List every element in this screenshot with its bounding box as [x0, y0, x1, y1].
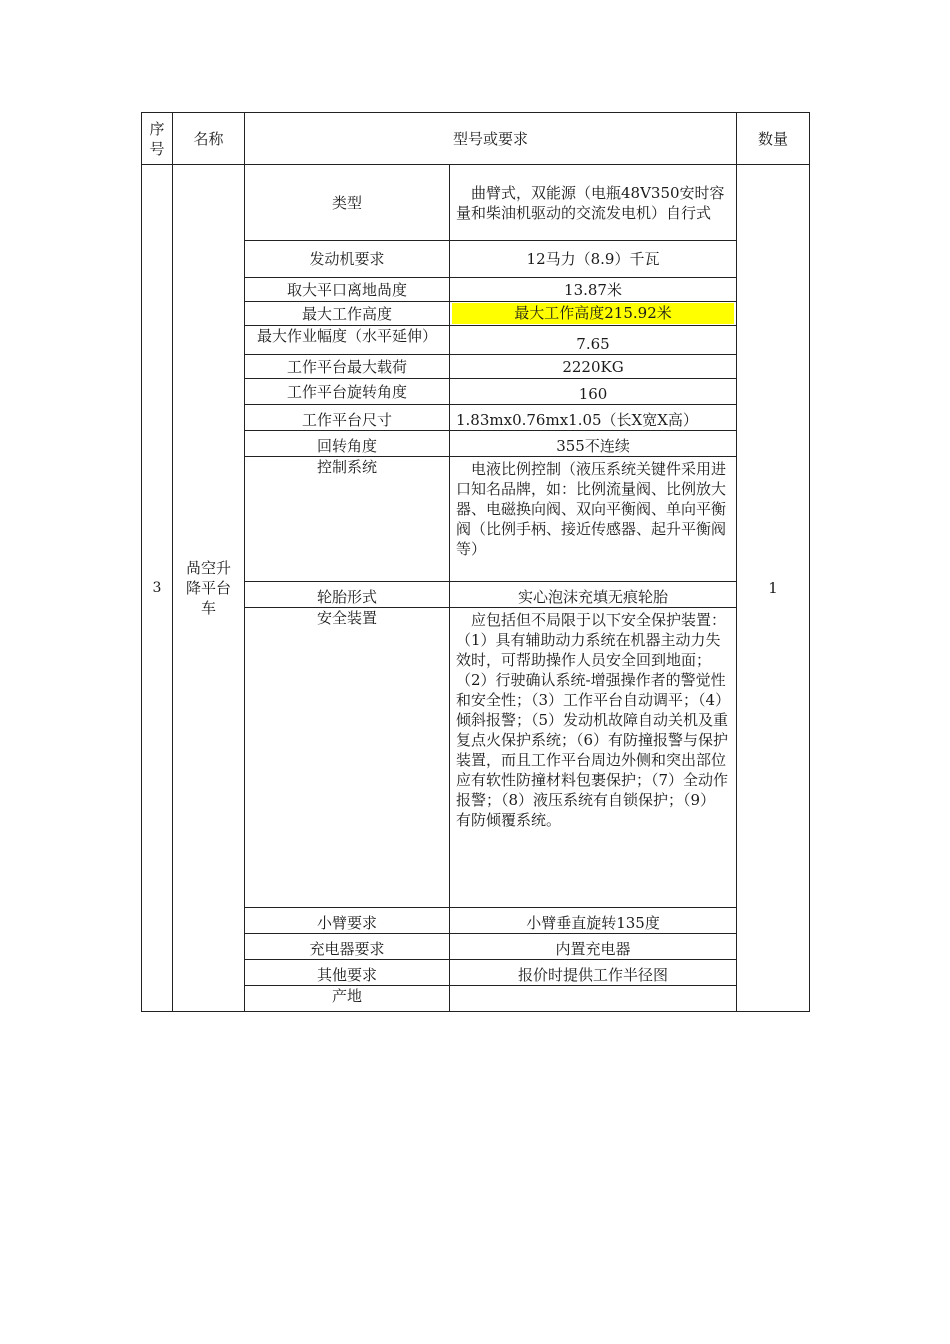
row-name: 咼空升降平台车	[173, 165, 245, 1012]
header-index: 序号	[142, 113, 173, 165]
spec-item: 轮胎形式	[245, 582, 450, 608]
spec-item-text: 最大作业幅度（水平延伸）	[256, 327, 437, 345]
spec-item: 工作平台尺寸	[245, 405, 450, 431]
row-index: 3	[142, 165, 173, 1012]
spec-value: 355不连续	[450, 431, 737, 457]
spec-value: 曲臂式，双能源（电瓶48V350安时容量和柴油机驱动的交流发电机）自行式	[450, 165, 737, 241]
spec-value: 小臂垂直旋转135度	[450, 908, 737, 934]
spec-value: 2220KG	[450, 355, 737, 379]
header-quantity: 数量	[737, 113, 810, 165]
spec-value: 实心泡沫充填无痕轮胎	[450, 582, 737, 608]
spec-value: 电液比例控制（液压系统关键件采用进口知名品牌，如：比例流量阀、比例放大器、电磁换向阀、双向平衡阀、单向平衡阀（比例手柄、接近传感器、起升平衡阀等）	[450, 457, 737, 582]
header-requirement: 型号或要求	[245, 113, 737, 165]
spec-item: 其他要求	[245, 960, 450, 986]
header-name: 名称	[173, 113, 245, 165]
spec-row	[142, 165, 810, 241]
spec-value	[450, 986, 737, 1012]
spec-value: 13.87米	[450, 278, 737, 302]
spec-item: 控制系统	[245, 457, 450, 582]
spec-value: 报价时提供工作半径图	[450, 960, 737, 986]
spec-item: 充电器要求	[245, 934, 450, 960]
spec-sheet	[141, 112, 809, 1012]
spec-value: 1.83mx0.76mx1.05（长X宽X高）	[450, 405, 737, 431]
spec-item	[245, 326, 450, 355]
header-row	[142, 113, 810, 165]
spec-item: 安全装置	[245, 608, 450, 908]
spec-value: 7.65	[450, 326, 737, 355]
spec-item: 产地	[245, 986, 450, 1012]
spec-item: 最大工作高度	[245, 302, 450, 326]
spec-value: 12马力（8.9）千瓦	[450, 241, 737, 278]
highlighted-value: 最大工作高度215.92米	[452, 303, 734, 324]
spec-item: 小臂要求	[245, 908, 450, 934]
spec-table	[141, 112, 810, 1012]
spec-value: 应包括但不局限于以下安全保护装置：（1）具有辅助动力系统在机器主动力失效时，可帮助操作人员安全回到地面；（2）行驶确认系统-增强操作者的警觉性和安全性；（3）工作平台自动调平；（4）倾斜报警；（5）发动机故障自动关机及重复点火保护系统；（6）有防撞报警与保护装置，而且工作平台周边外侧和突出部位应有软性防撞材料包裹保护；（7）全动作报警；（8）液压系统有自锁保护；（9）有防倾覆系统。	[450, 608, 737, 908]
spec-value-cell	[450, 302, 737, 326]
spec-item: 取大平口离地咼度	[245, 278, 450, 302]
spec-item: 回转角度	[245, 431, 450, 457]
spec-value: 160	[450, 379, 737, 405]
spec-item: 工作平台最大载荷	[245, 355, 450, 379]
spec-value: 内置充电器	[450, 934, 737, 960]
row-quantity: 1	[737, 165, 810, 1012]
spec-item: 发动机要求	[245, 241, 450, 278]
spec-item: 工作平台旋转角度	[245, 379, 450, 405]
spec-item: 类型	[245, 165, 450, 241]
